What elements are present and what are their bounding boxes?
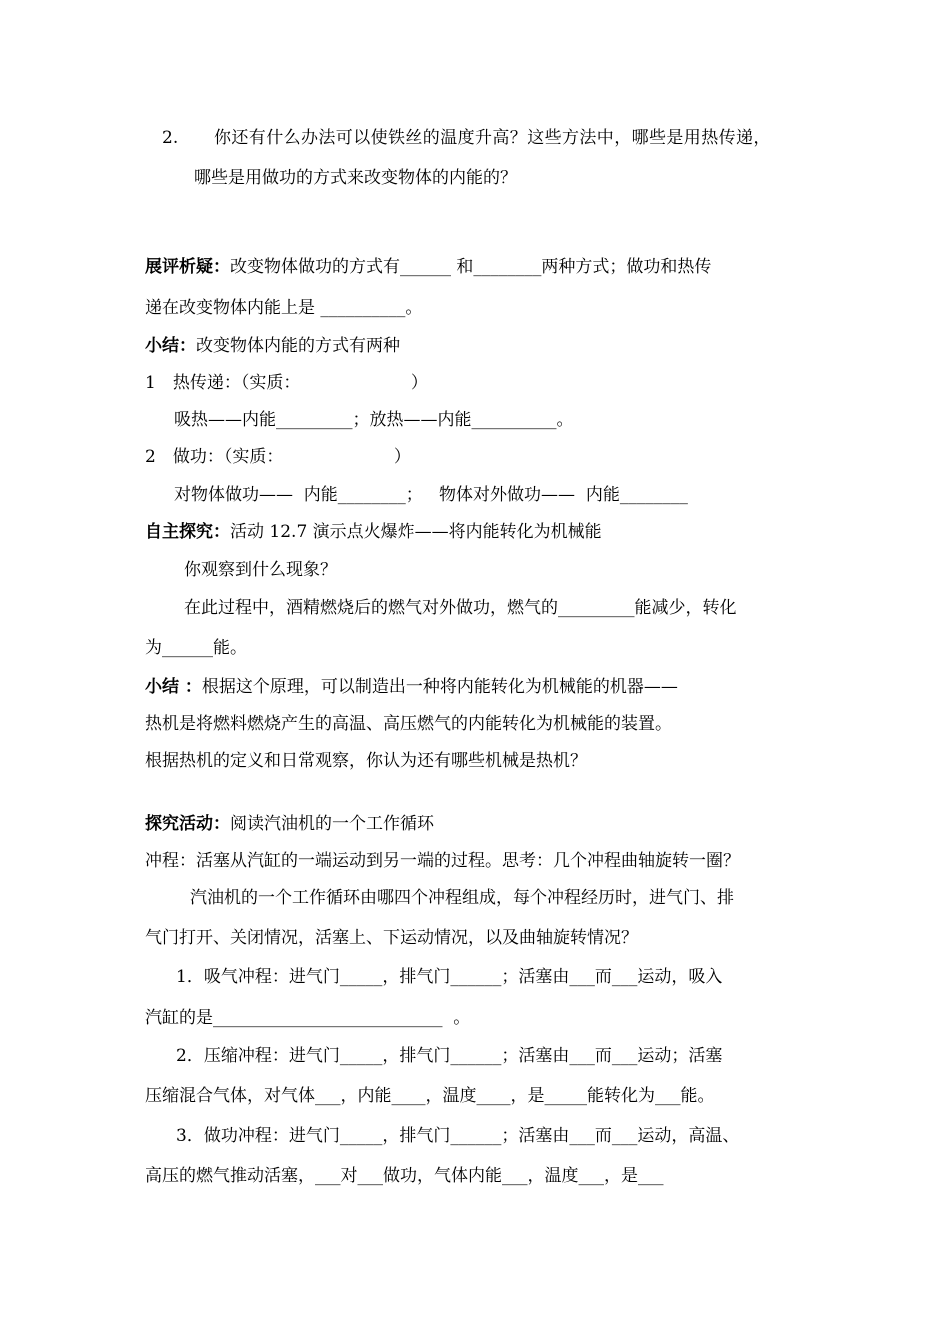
summary-1-heading — [145, 335, 400, 357]
summary-1-text: 改变物体内能的方式有两种 — [196, 336, 400, 356]
explore-question: 你观察到什么现象？ — [184, 560, 337, 580]
summary-2-heading — [145, 676, 678, 698]
activity-label: 探究活动： — [145, 814, 230, 834]
summary-1-item-2: 2 做功：（实质： ） — [145, 447, 411, 467]
zhanping-label: 展评析疑： — [145, 257, 230, 277]
power-stroke-line-1: 3．做功冲程：进气门_____，排气门______；活塞由___而___运动，高温、 — [176, 1126, 740, 1146]
summary-2-line-2: 热机是将燃料燃烧产生的高温、高压燃气的内能转化为机械能的装置。 — [145, 714, 672, 734]
summary-2-text: 根据这个原理，可以制造出一种将内能转化为机械能的机器—— — [201, 677, 678, 697]
explore-heading — [145, 521, 602, 543]
summary-1-item-1: 1 热传递：（实质： ） — [145, 373, 428, 393]
zhanping-line-1 — [145, 256, 711, 278]
summary-1-label: 小结： — [145, 336, 196, 356]
summary-2-line-3: 根据热机的定义和日常观察，你认为还有哪些机械是热机？ — [145, 751, 587, 771]
summary-1-item-2-sub: 对物体做功—— 内能________； 物体对外做功—— 内能________ — [174, 485, 688, 505]
summary-2-label: 小结 ： — [145, 677, 202, 697]
question-2-line-2: 哪些是用做功的方式来改变物体的内能的？ — [194, 168, 517, 188]
activity-intro-2: 气门打开、关闭情况，活塞上、下运动情况，以及曲轴旋转情况？ — [145, 928, 638, 948]
activity-stroke-definition: 冲程：活塞从汽缸的一端运动到另一端的过程。思考：几个冲程曲轴旋转一圈？ — [145, 851, 740, 871]
compression-stroke-line-1: 2．压缩冲程：进气门_____，排气门______；活塞由___而___运动；活塞 — [176, 1046, 723, 1066]
intake-stroke-line-2: 汽缸的是___________________________ 。 — [145, 1008, 471, 1028]
summary-1-item-1-sub: 吸热——内能_________；放热——内能__________。 — [174, 410, 574, 430]
compression-stroke-line-2: 压缩混合气体，对气体___，内能____，温度____，是_____能转化为___能。 — [145, 1086, 715, 1106]
zhanping-line-2: 递在改变物体内能上是 __________。 — [145, 298, 423, 318]
question-2-number: 2. — [162, 128, 179, 148]
activity-text: 阅读汽油机的一个工作循环 — [230, 814, 434, 834]
zhanping-text: 改变物体做功的方式有______ 和________两种方式；做功和热传 — [230, 257, 712, 277]
explore-text: 活动 12.7 演示点火爆炸——将内能转化为机械能 — [230, 522, 602, 542]
explore-label: 自主探究： — [145, 522, 230, 542]
explore-line-2: 为______能。 — [145, 638, 247, 658]
explore-line-1: 在此过程中，酒精燃烧后的燃气对外做功，燃气的_________能减少，转化 — [184, 598, 737, 618]
question-2-line-1: 你还有什么办法可以使铁丝的温度升高？这些方法中，哪些是用热传递， — [214, 128, 771, 148]
activity-intro-1: 汽油机的一个工作循环由哪四个冲程组成，每个冲程经历时，进气门、排 — [190, 888, 734, 908]
power-stroke-line-2: 高压的燃气推动活塞，___对___做功，气体内能___，温度___，是___ — [145, 1166, 664, 1186]
intake-stroke-line-1: 1．吸气冲程：进气门_____，排气门______；活塞由___而___运动，吸入 — [176, 967, 723, 987]
activity-heading — [145, 813, 434, 835]
